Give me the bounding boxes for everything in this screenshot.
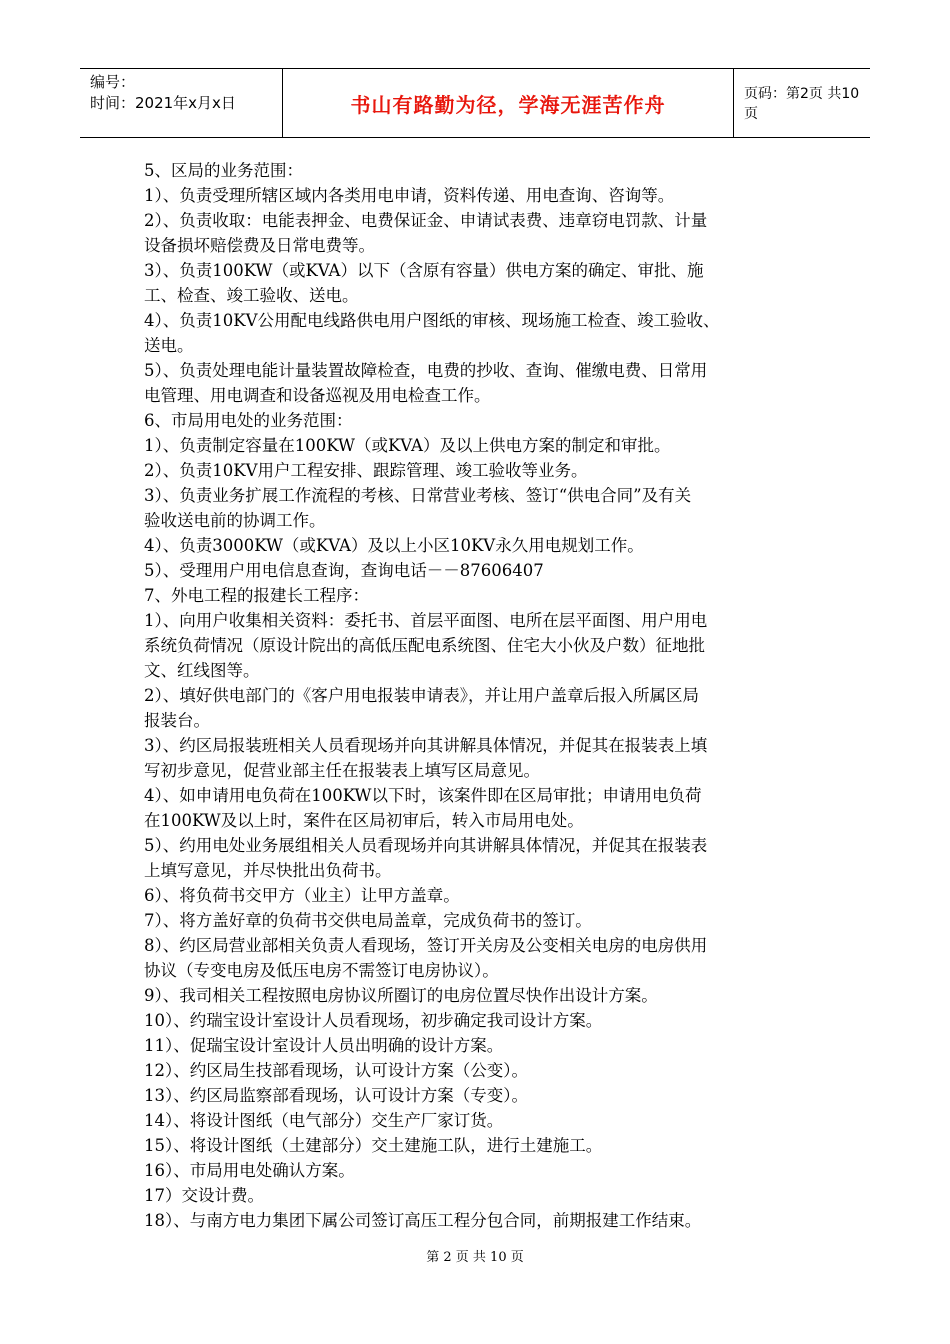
text-line: 送电。 (144, 336, 194, 355)
text-line: 6、市局用电处的业务范围： (144, 411, 353, 430)
text-line: 2）、填好供电部门的《客户用电报装申请表》，并让用户盖章后报入所属区局 (144, 686, 699, 705)
text-line: 5）、约用电处业务展组相关人员看现场并向其讲解具体情况，并促其在报装表 (144, 836, 708, 855)
text-line: 3）、负责业务扩展工作流程的考核、日常营业考核、签订“供电合同”及有关 (144, 486, 692, 505)
text-line: 15）、将设计图纸（土建部分）交土建施工队，进行土建施工。 (144, 1136, 603, 1155)
text-line: 上填写意见，并尽快批出负荷书。 (144, 861, 392, 880)
text-line: 设备损坏赔偿费及日常电费等。 (144, 236, 375, 255)
text-line: 7）、将方盖好章的负荷书交供电局盖章，完成负荷书的签订。 (144, 911, 592, 930)
text-line: 4）、如申请用电负荷在100KW以下时，该案件即在区局审批；申请用电负荷 (144, 786, 702, 805)
text-line: 6）、将负荷书交甲方（业主）让甲方盖章。 (144, 886, 460, 905)
text-line: 工、检查、竣工验收、送电。 (144, 286, 359, 305)
text-line: 5）、负责处理电能计量装置故障检查，电费的抄收、查询、催缴电费、日常用 (144, 361, 708, 380)
text-line: 协议（专变电房及低压电房不需签订电房协议）。 (144, 961, 499, 980)
header-page-cell (734, 69, 870, 137)
text-line: 4）、负责3000KW（或KVA）及以上小区10KV永久用电规划工作。 (144, 536, 644, 555)
header-page-number: 页码：第2页 共10页 (744, 86, 860, 122)
document-body (144, 158, 824, 1233)
text-line: 12）、约区局生技部看现场，认可设计方案（公变）。 (144, 1061, 528, 1080)
page-header (80, 68, 870, 138)
page-footer: 第 2 页 共 10 页 (426, 1250, 524, 1265)
text-line: 9）、我司相关工程按照电房协议所圈订的电房位置尽快作出设计方案。 (144, 986, 658, 1005)
header-motto-cell (282, 69, 734, 137)
text-line: 8）、约区局营业部相关负责人看现场，签订开关房及公变相关电房的电房供用 (144, 936, 708, 955)
header-meta (80, 69, 282, 137)
text-line: 2）、负责收取：电能表押金、电费保证金、申请试表费、违章窃电罚款、计量 (144, 211, 708, 230)
text-line: 报装台。 (144, 711, 210, 730)
text-line: 验收送电前的协调工作。 (144, 511, 326, 530)
text-line: 在100KW及以上时，案件在区局初审后，转入市局用电处。 (144, 811, 584, 830)
text-line: 17）交设计费。 (144, 1186, 264, 1205)
text-line: 系统负荷情况（原设计院出的高低压配电系统图、住宅大小伙及户数）征地批 (144, 636, 705, 655)
text-line: 5）、受理用户用电信息查询，查询电话－－87606407 (144, 561, 544, 580)
text-line: 11）、促瑞宝设计室设计人员出明确的设计方案。 (144, 1036, 504, 1055)
text-line: 18）、与南方电力集团下属公司签订高压工程分包合同，前期报建工作结束。 (144, 1211, 702, 1230)
text-line: 5、区局的业务范围： (144, 161, 303, 180)
text-line: 3）、负责100KW（或KVA）以下（含原有容量）供电方案的确定、审批、施 (144, 261, 704, 280)
text-line: 2）、负责10KV用户工程安排、跟踪管理、竣工验收等业务。 (144, 461, 588, 480)
text-line: 写初步意见，促营业部主任在报装表上填写区局意见。 (144, 761, 540, 780)
document-number-label: 编号： (90, 73, 136, 91)
text-line: 7、外电工程的报建长工程序： (144, 586, 369, 605)
text-line: 4）、负责10KV公用配电线路供电用户图纸的审核、现场施工检查、竣工验收、 (144, 311, 720, 330)
text-line: 电管理、用电调查和设备巡视及用电检查工作。 (144, 386, 491, 405)
text-line: 文、红线图等。 (144, 661, 260, 680)
document-date-label: 时间：2021年x月x日 (90, 94, 236, 112)
text-line: 14）、将设计图纸（电气部分）交生产厂家订货。 (144, 1111, 504, 1130)
text-line: 1）、负责受理所辖区域内各类用电申请，资料传递、用电查询、咨询等。 (144, 186, 675, 205)
text-line: 3）、约区局报装班相关人员看现场并向其讲解具体情况，并促其在报装表上填 (144, 736, 708, 755)
text-line: 1）、负责制定容量在100KW（或KVA）及以上供电方案的制定和审批。 (144, 436, 671, 455)
header-motto: 书山有路勤为径，学海无涯苦作舟 (350, 92, 666, 117)
text-line: 10）、约瑞宝设计室设计人员看现场，初步确定我司设计方案。 (144, 1011, 603, 1030)
text-line: 13）、约区局监察部看现场，认可设计方案（专变）。 (144, 1086, 528, 1105)
text-line: 1）、向用户收集相关资料：委托书、首层平面图、电所在层平面图、用户用电 (144, 611, 708, 630)
text-line: 16）、市局用电处确认方案。 (144, 1161, 355, 1180)
